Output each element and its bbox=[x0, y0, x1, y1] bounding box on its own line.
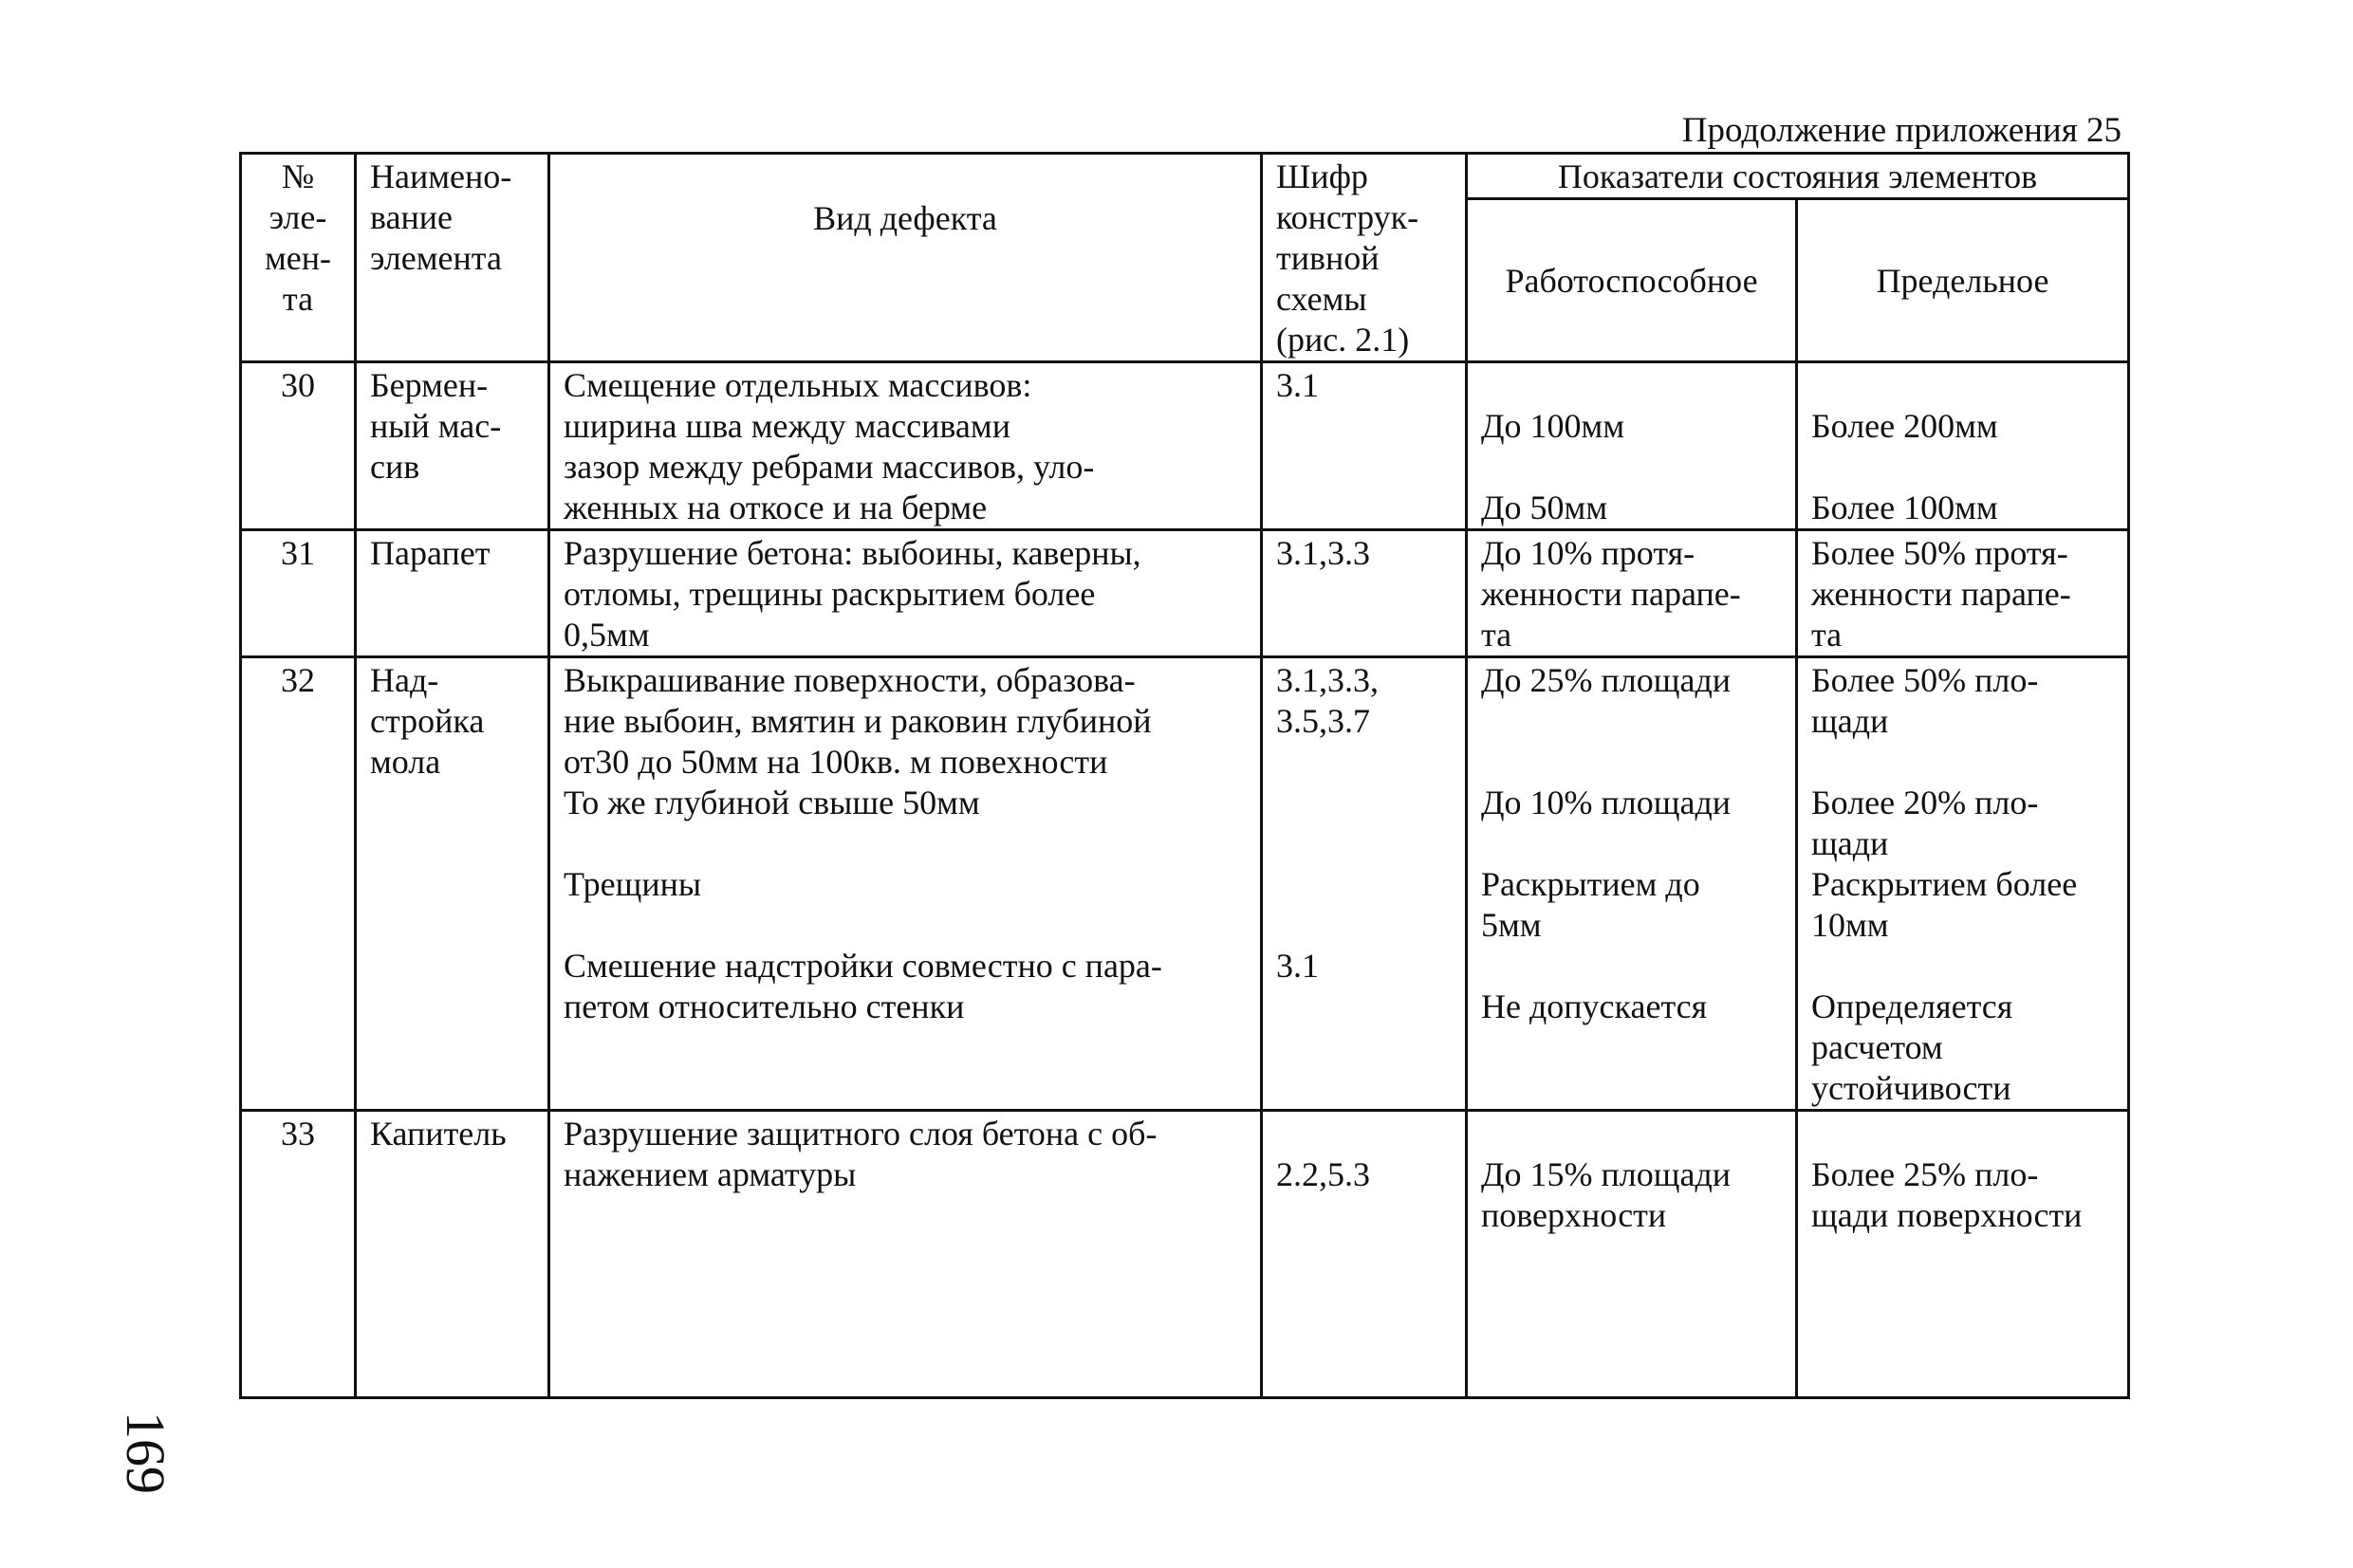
table-row bbox=[241, 657, 2129, 1111]
header-element-name: Наимено- вание элемента bbox=[356, 154, 549, 362]
header-limit-state: Предельное bbox=[1797, 199, 2129, 362]
row-number: 32 bbox=[241, 657, 356, 1111]
header-defect-type: Вид дефекта bbox=[549, 154, 1262, 362]
row-working-state: До 10% протя- женности парапе- та bbox=[1467, 530, 1797, 657]
row-working-state: До 15% площади поверхности bbox=[1467, 1111, 1797, 1398]
row-element-name: Парапет bbox=[356, 530, 549, 657]
defects-table bbox=[239, 152, 2130, 1399]
table-header-row-1 bbox=[241, 154, 2129, 199]
row-limit-state: Более 25% пло- щади поверхности bbox=[1797, 1111, 2129, 1398]
table-row bbox=[241, 530, 2129, 657]
row-number: 33 bbox=[241, 1111, 356, 1398]
row-defect: Разрушение бетона: выбоины, каверны, отломы, трещины раскрытием более 0,5мм bbox=[549, 530, 1262, 657]
row-working-state: До 100мм До 50мм bbox=[1467, 362, 1797, 530]
table-row bbox=[241, 1111, 2129, 1398]
table-row bbox=[241, 362, 2129, 530]
row-defect: Разрушение защитного слоя бетона с об- нажением арматуры bbox=[549, 1111, 1262, 1398]
continuation-note: Продолжение приложения 25 bbox=[1681, 111, 2121, 150]
row-limit-state: Более 50% пло- щади Более 20% пло- щади Раскрытием более 10мм Определяется расчетом устойчивости bbox=[1797, 657, 2129, 1111]
header-scheme-code: Шифр конструк- тивной схемы (рис. 2.1) bbox=[1262, 154, 1467, 362]
row-scheme-code: 3.1 bbox=[1262, 362, 1467, 530]
page-number: 169 bbox=[115, 1411, 176, 1494]
row-scheme-code: 3.1,3.3, 3.5,3.7 3.1 bbox=[1262, 657, 1467, 1111]
row-number: 31 bbox=[241, 530, 356, 657]
header-element-number: № эле- мен- та bbox=[241, 154, 356, 362]
row-limit-state: Более 200мм Более 100мм bbox=[1797, 362, 2129, 530]
row-element-name: Капитель bbox=[356, 1111, 549, 1398]
row-element-name: Бермен- ный мас- сив bbox=[356, 362, 549, 530]
row-scheme-code: 2.2,5.3 bbox=[1262, 1111, 1467, 1398]
header-state-indicators: Показатели состояния элементов bbox=[1467, 154, 2129, 199]
row-element-name: Над- стройка мола bbox=[356, 657, 549, 1111]
row-defect: Выкрашивание поверхности, образова- ние выбоин, вмятин и раковин глубиной от30 до 50мм на 100кв. м повехности То же глубиной свыше 50мм Трещины Смешение надстройки совместно с пара- петом относительно стенки bbox=[549, 657, 1262, 1111]
header-working-state: Работоспособное bbox=[1467, 199, 1797, 362]
row-number: 30 bbox=[241, 362, 356, 530]
row-defect: Смещение отдельных массивов: ширина шва между массивами зазор между ребрами массивов, уло- женных на откосе и на берме bbox=[549, 362, 1262, 530]
row-working-state: До 25% площади До 10% площади Раскрытием до 5мм Не допускается bbox=[1467, 657, 1797, 1111]
row-limit-state: Более 50% протя- женности парапе- та bbox=[1797, 530, 2129, 657]
row-scheme-code: 3.1,3.3 bbox=[1262, 530, 1467, 657]
